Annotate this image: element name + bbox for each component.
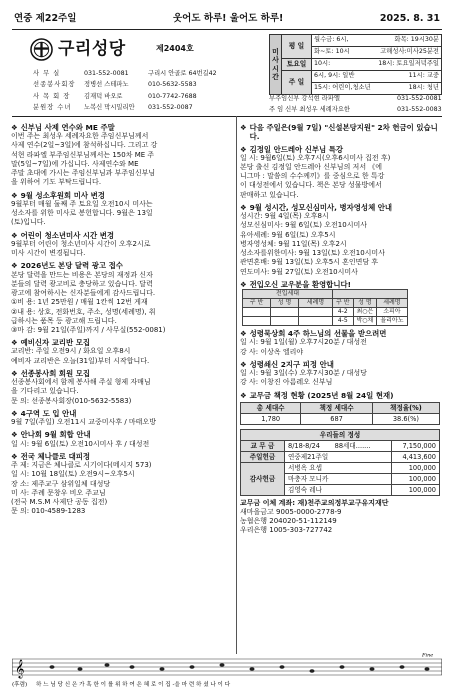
contact-value: 노복신 막시밀리안 (84, 104, 135, 112)
table-cell: 100,000 (391, 484, 439, 495)
bullet-icon: ❖ (240, 279, 247, 289)
notice-line: 말(5일~7일)에 가십니다. 사제연수와 ME (11, 159, 139, 168)
notice-line: 예비자 교리반은 오늘(31일)부터 시작합니다. (11, 356, 150, 365)
notice-title: 9월 성소후원회 미사 변경 (20, 190, 105, 200)
notice-block (240, 203, 444, 277)
notice-block (11, 261, 231, 335)
table-cell: 서병옥 요셉 (285, 462, 392, 473)
notice-line: 급하시는 품목 등 광고해 드립니다. (11, 316, 117, 325)
notice-line: 9월부터 어린이 청소년미사 시간이 오후2시로 (11, 239, 151, 248)
contact-value: 정병선 스테파노 (84, 81, 129, 89)
account-info (240, 499, 444, 536)
notice-line: ①비 용: 1년 25만원 / 매월 1칸씩 12번 게재 (11, 298, 148, 307)
notice-block (11, 430, 231, 448)
notice-block (240, 391, 444, 425)
notice-title: 9월 성시간, 성모신심미사, 병자영성체 안내 (249, 202, 393, 212)
table-cell: 4-5 (333, 317, 354, 326)
notice-line: 성소자를 위한 미사로 봉헌합니다. 9월은 13일 (11, 209, 153, 218)
table-header: 책정 세대수 (301, 402, 372, 413)
table-cell: 38.6(%) (372, 413, 439, 424)
bullet-icon: ❖ (11, 368, 18, 378)
finance-title: 우리들의 정성 (241, 429, 440, 440)
notice-line: 판매하고 있습니다. (240, 190, 299, 199)
notice-line: 연도미사: 9월 27일(토) 오전10시미사 (240, 267, 358, 276)
parish-emblem-icon (30, 38, 53, 61)
notice-line: 문 의: 선종봉사회장(010-5632-5583) (11, 396, 132, 405)
notice-block (11, 409, 231, 427)
notice-line: 유아세례: 9월 6일(토) 오후5시 (240, 230, 336, 239)
notice-line: 을 기다리고 있습니다. (11, 387, 79, 396)
notice-title: 안나회 9월 회합 안내 (20, 430, 91, 440)
notice-title: 2026년도 본당 달력 광고 접수 (20, 261, 123, 271)
notice-line: 일 시: 9월 6일(토) 오전10시미사 후 / 대성전 (11, 439, 150, 448)
table-cell: 687 (301, 413, 372, 424)
table-cell: 박○채 (353, 317, 377, 326)
table-title: 전입세대 (243, 290, 333, 299)
contact-row (33, 68, 263, 80)
bullet-icon: ❖ (11, 408, 18, 418)
notice-line: 주 제: 지금은 체나클로 시기이다(메시지 573) (11, 461, 152, 470)
contact-extra: 031-552-0087 (148, 104, 193, 112)
issue-week: 연중 제22주일 (14, 13, 77, 24)
table-cell: 주일헌금 (241, 451, 285, 462)
mass-time: 18시: 청년 (408, 84, 439, 92)
notice-line: 본당 달력을 만드는 비용은 본당의 재정과 신자 (11, 270, 153, 279)
table-header: 총 세대수 (241, 402, 301, 413)
account-line: 농협은행 204020-51-112149 (240, 517, 337, 526)
table-cell: 100,000 (391, 473, 439, 484)
notice-line: 을 위하여 기도 부탁드립니다. (11, 178, 102, 187)
notice-line: 주말 초대에 가시는 주임신부님과 부주임신부님 (11, 169, 156, 178)
table-cell: 88세대....... (334, 441, 371, 450)
parish-name: 구리성당 (58, 38, 126, 59)
right-column (240, 120, 444, 536)
bullet-icon: ❖ (240, 359, 247, 369)
table-cell: 최○은 (353, 308, 377, 317)
notice-line: 일 시: 9월 1일(월) 오후7시20분 / 대성전 (240, 338, 367, 347)
contact-extra: 구리시 안골로 64번길42 (148, 69, 217, 77)
clergy-line (269, 106, 442, 114)
notice-title: 다음 주일은(9월 7일) "신설본당지원" 2차 헌금이 있습니다. (249, 123, 438, 142)
header-rule (12, 29, 442, 30)
table-cell: 4-2 (333, 308, 354, 317)
notice-line: ③마 감: 9월 21일(주일)까지 / 사무실(552-0081) (11, 325, 166, 334)
contact-row (33, 91, 263, 103)
mass-time: 10시: (314, 60, 331, 68)
notice-line: 강 사: 이상옥 엘리야 (240, 347, 304, 356)
notice-line: 이 대성전에서 있습니다. 책은 본당 성물방에서 (240, 181, 382, 190)
bullet-icon: ❖ (11, 261, 18, 271)
table-row (241, 451, 440, 462)
contact-value: 031-552-0081 (84, 69, 129, 77)
bullet-icon: ❖ (11, 430, 18, 440)
notice-title: 선종봉사회 회원 모집 (20, 368, 91, 378)
mass-time: 고해성사:미사25분전 (380, 48, 439, 56)
hymn-fine-mark: Fine (422, 652, 434, 659)
bullet-icon: ❖ (240, 329, 247, 339)
notice-title: 성령쇄신 2지구 피정 안내 (249, 359, 334, 369)
table-cell: 소피아 (377, 308, 407, 317)
table-cell: 율리아노 (377, 317, 407, 326)
treble-clef-icon: 𝄞 (15, 659, 25, 678)
table-row (241, 413, 440, 424)
left-column (11, 120, 231, 517)
mass-time: 11시: 교중 (408, 72, 439, 80)
table-cell: 7,150,000 (391, 440, 439, 451)
pledge-table (240, 402, 440, 425)
notice-line: 성시간: 9월 4일(목) 오후8시 (240, 212, 329, 221)
section-rule (12, 116, 442, 117)
contact-list (33, 68, 263, 114)
mass-row-label: 토요일 (282, 59, 312, 71)
bulletin-header (14, 13, 440, 27)
hymn-refrain-label: (후렴) (12, 682, 28, 688)
mass-row-label: 평 일 (282, 35, 312, 59)
notice-line: 니그마 : 말씀의 수수께끼》를 중심으로 한 특강 (240, 172, 385, 181)
notice-line: 9월 7일(주일) 오전11시 교중미사후 / 마태오방 (11, 418, 156, 427)
contact-row (33, 80, 263, 92)
notice-line: 강 사: 이창진 아름레오 신부님 (240, 378, 333, 387)
notice-title: 교무금 책정 현황 (2025년 8월 24일 현재) (249, 390, 394, 400)
table-row (243, 308, 408, 317)
mass-time: 화목: 19시30분 (394, 36, 439, 44)
notice-title: 예비신자 교리반 모집 (20, 338, 91, 348)
notice-line: 장 소: 제주교구 삼위일체 대성당 (11, 479, 111, 488)
notice-line: 사제 연수(2일~3일)에 참석하십니다. 그리고 강 (11, 141, 158, 150)
parish-logo (30, 38, 126, 61)
notice-line: 선종봉사회에서 함께 봉사해 주실 형제 자매님 (11, 378, 151, 387)
notice-block (11, 452, 231, 517)
notice-block (11, 231, 231, 259)
notice-title: 김정일 안드레아 신부님 특강 (249, 144, 344, 154)
clergy-phone: 031-552-0083 (397, 106, 442, 113)
column-divider (236, 116, 237, 654)
contact-value: 김재덕 바오로 (84, 92, 123, 100)
notice-line: 분들의 달력 광고비로 충당하고 있습니다. 달력 (11, 279, 153, 288)
bullet-icon: ❖ (240, 123, 247, 132)
notice-block (240, 360, 444, 388)
contact-extra: 010-5632-5583 (148, 81, 197, 89)
table-cell: 연중제21주일 (285, 451, 392, 462)
table-cell: 8/18-8/24 (288, 441, 320, 450)
contact-label: 사 목 회 장 (33, 92, 71, 100)
table-header: 책정율(%) (372, 402, 439, 413)
contact-label: 선종봉사회장 (33, 81, 76, 89)
table-header: 구 반 (333, 299, 354, 308)
contact-label: 사 무 실 (33, 69, 61, 77)
bullet-icon: ❖ (240, 144, 247, 154)
mass-row-label: 주 일 (282, 71, 312, 95)
clergy-line (269, 95, 442, 103)
notice-block (240, 145, 444, 200)
notice-line: 9월부터 매월 둘째 주 토요일 오전10시 미사는 (11, 199, 153, 208)
mass-time: 18시: 토요일저녁주일 (378, 60, 439, 68)
hymn-staff (12, 652, 442, 689)
bullet-icon: ❖ (11, 230, 18, 240)
notice-line: 일 시: 10월 18일(토) 오전9시~오후5시 (11, 470, 135, 479)
bullet-icon: ❖ (11, 123, 18, 132)
mass-time: 화~토: 10시 (314, 48, 350, 56)
bullet-icon: ❖ (240, 202, 247, 212)
account-line: 교무금 이체 계좌: 재)천주교의정부교구유지재단 (240, 498, 389, 507)
notice-block (11, 369, 231, 406)
table-row (241, 440, 440, 451)
clergy-phone: 031-552-0081 (397, 95, 442, 102)
notice-line: ②내 용: 상호, 전화번호, 주소, 성명(세례명), 취 (11, 307, 156, 316)
bullet-icon: ❖ (11, 451, 18, 461)
notice-line: 일 시: 9월 3일(수) 오후7시30분 / 대성당 (240, 369, 367, 378)
table-header: 성 명 (353, 299, 377, 308)
notice-title: 신부님 사제 연수와 ME 주말 (20, 123, 115, 132)
account-line: 새마을금고 9005-0000-2778-9 (240, 507, 342, 516)
notice-line: 본당 출신 김정일 안드레아 신부님의 저서 《에 (240, 162, 383, 171)
contact-extra: 010-7742-7688 (148, 92, 197, 100)
table-cell: 교 무 금 (241, 440, 285, 451)
bullet-icon: ❖ (240, 390, 247, 400)
notice-line: 문 의: 010-4589-1283 (11, 507, 86, 516)
table-cell: 4,413,600 (391, 451, 439, 462)
notice-block (240, 123, 444, 142)
table-cell: 마충자 모니카 (285, 473, 392, 484)
bullet-icon: ❖ (11, 338, 18, 348)
notice-line: 미사 시간이 변경됩니다. (11, 249, 86, 258)
notice-line: 일 시: 9월6일(토) 오후7시(오후6시미사 집전 후) (240, 153, 391, 162)
table-row (241, 462, 440, 473)
bullet-icon: ❖ (11, 190, 18, 200)
table-row (243, 317, 408, 326)
hymn-lyrics: 하 느 님 당 신 은 가 혹 한 이 를 위 하 여 은 혜 로 이 집 -을 마 련 하 셨 나 이 다 (36, 682, 231, 688)
notice-line: 미 사: 주례 문창우 비오 주교님 (11, 488, 106, 497)
mass-time: 15시: 어린이,청소년 (314, 84, 371, 92)
notice-line: 성모신심미사: 9월 6일(토) 오전10시미사 (240, 221, 367, 230)
contact-row (33, 103, 263, 115)
notice-line: 이번 주는 최성우 세례자요한 주임신부님께서 (11, 132, 149, 141)
notice-line: 성소자를위한미사: 9월 13일(토) 오전10시미사 (240, 249, 385, 258)
slogan: 웃어도 하루! 울어도 하루! (172, 13, 284, 24)
notice-line: 교리반: 주일 오전9시 / 화요일 오후8시 (11, 347, 131, 356)
table-cell: 감사헌금 (241, 462, 285, 495)
table-header: 세례명 (377, 299, 407, 308)
table-header: 구 반 (243, 299, 271, 308)
table-header: 성 명 (271, 299, 299, 308)
mass-schedule-side-label: 미사시간 (270, 35, 282, 95)
notice-line: 관면혼배: 9월 13일(토) 오후5시 혼인면담 후 (240, 258, 379, 267)
clergy-name: 부주임신부 강석현 라파엘 (269, 95, 340, 102)
notice-line: (전국 M.S.M 사제단 공동 집전) (11, 498, 108, 507)
table-cell: 100,000 (391, 462, 439, 473)
notice-title: 4구역 도 입 안내 (20, 408, 77, 418)
clergy-name: 주 임 신부 최성우 세례자요한 (269, 106, 350, 113)
account-line: 우리은행 1005-303-727742 (240, 526, 333, 535)
notice-block (11, 191, 231, 228)
notice-block (11, 338, 231, 366)
notice-block (240, 280, 444, 326)
table-cell: 1,780 (241, 413, 301, 424)
table-cell: 김영숙 레나 (285, 484, 392, 495)
newcomer-table (242, 289, 408, 326)
notice-title: 전국 체나클로 대피정 (20, 451, 91, 461)
table-header: 세례명 (299, 299, 333, 308)
notice-title: 전입오신 교우분을 환영합니다! (249, 279, 351, 289)
mass-time: 월수금: 6시, (314, 36, 349, 44)
notice-block (11, 123, 231, 188)
issue-number: 제2404호 (156, 44, 194, 53)
notice-block (240, 329, 444, 357)
mass-schedule (269, 34, 442, 95)
notice-line: 광고에 참여하시는 신자분들에게 감사드립니다. (11, 289, 156, 298)
notice-line: (토)입니다. (11, 218, 46, 227)
contact-label: 분원장 수녀 (33, 104, 72, 112)
mass-time: 6시, 9시: 일반 (314, 72, 355, 80)
notice-title: 어린이 청소년미사 시간 변경 (20, 230, 115, 240)
notice-line: 석현 라파엘 부주임신부님께서는 150차 ME 주 (11, 150, 155, 159)
issue-date: 2025. 8. 31 (379, 13, 440, 24)
notice-title: 성령묵상회 4주 하느님의 선물을 받으려면 (249, 329, 387, 339)
notice-line: 병자영성체: 9월 11일(목) 오후2시 (240, 239, 347, 248)
finance-table (240, 429, 440, 496)
